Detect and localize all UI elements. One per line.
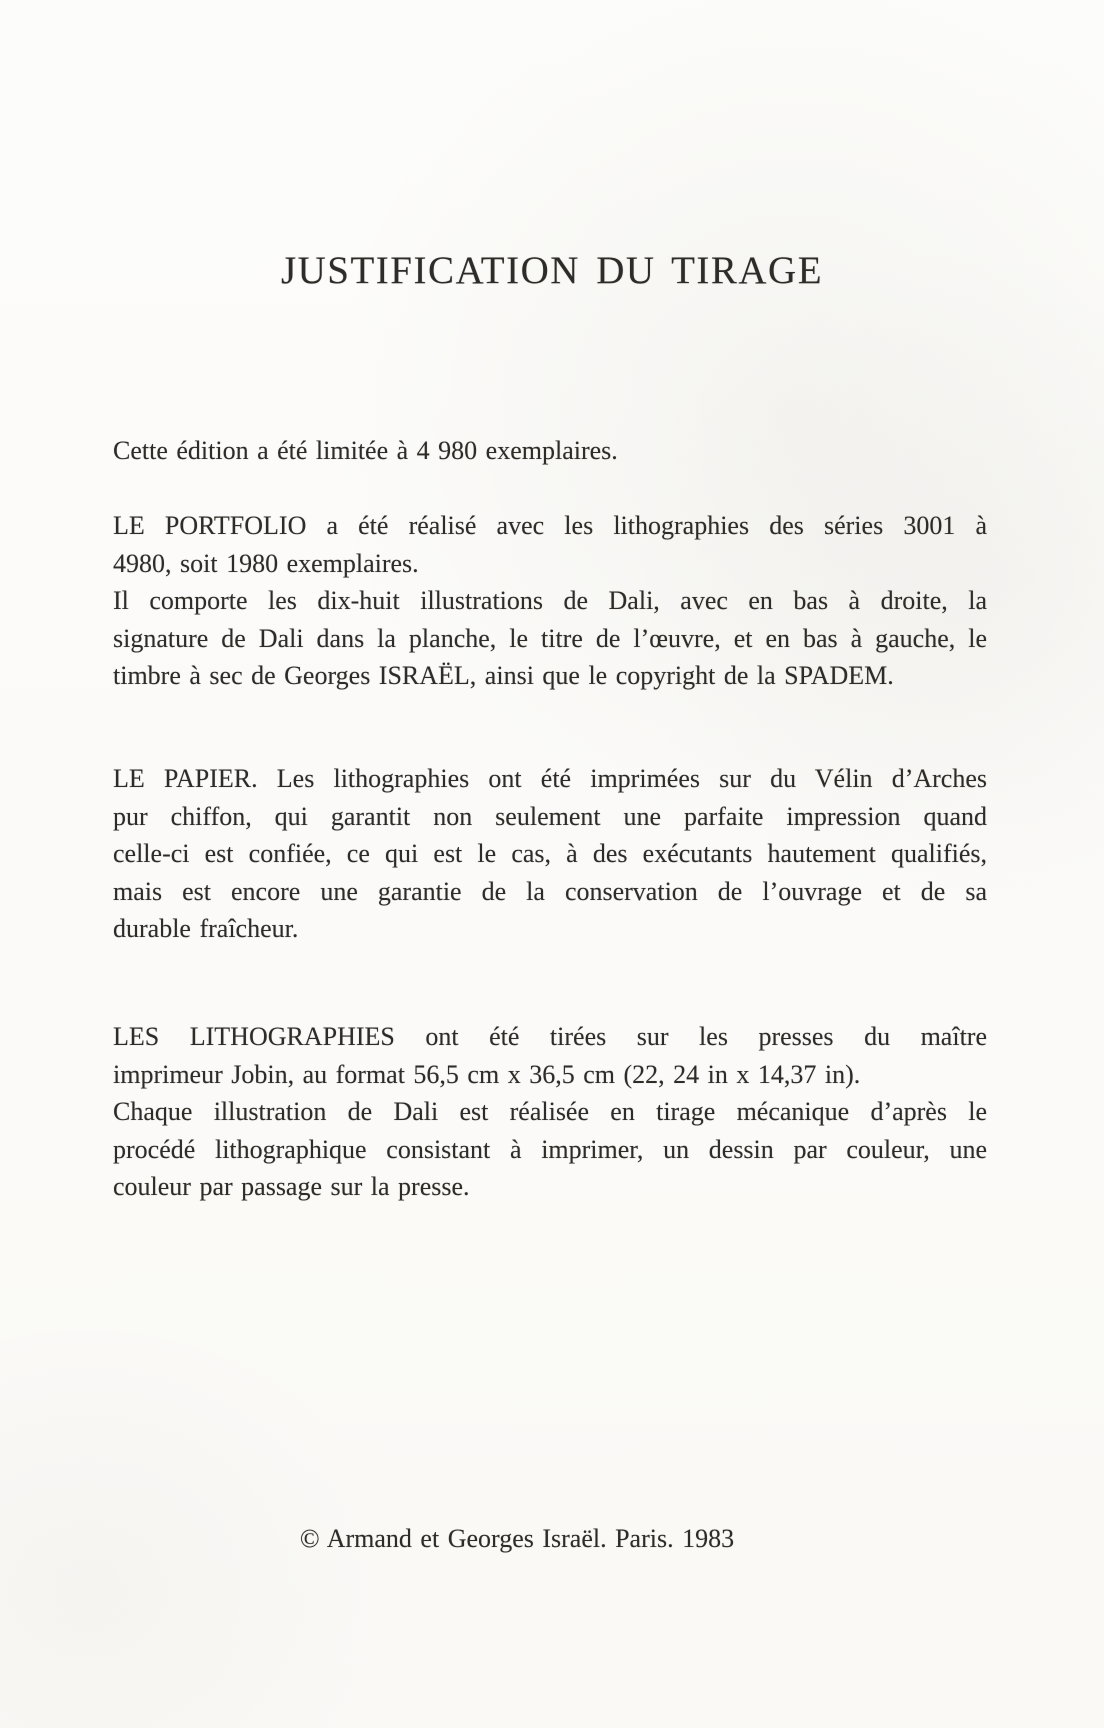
text-line: Il comporte les dix-huit illustrations de Dali, avec en bas à droite, la [113,586,987,615]
text-line: pur chiffon, qui garantit non seulement une parfaite impression quand [113,801,987,831]
text-line: Chaque illustration de Dali est réalisée en tirage mécanique d’après le [113,1097,987,1126]
text-line: procédé lithographique consistant à imprimer, un dessin par couleur, une [113,1134,987,1164]
paragraph-edition [113,432,987,470]
text-line: LE PAPIER. Les lithographies ont été imprimées sur du Vélin d’Arches [113,764,987,793]
paragraph-lithographies [113,1018,987,1206]
text-line: 4980, soit 1980 exemplaires. [113,548,419,578]
text-line: Cette édition a été limitée à 4 980 exemplaires. [113,436,618,465]
paragraph-portfolio [113,507,987,695]
text-line: celle-ci est confiée, ce qui est le cas, à des exécutants hautement qualifiés, [113,839,987,868]
text-line: mais est encore une garantie de la conservation de l’ouvrage et de sa [113,876,987,906]
text-line: LES LITHOGRAPHIES ont été tirées sur les presses du maître [113,1022,987,1051]
text-line: durable fraîcheur. [113,914,299,943]
copyright-line: © Armand et Georges Israël. Paris. 1983 [299,1524,735,1553]
paragraph-paper [113,760,987,948]
text-line: imprimeur Jobin, au format 56,5 cm x 36,5 cm (22, 24 in x 14,37 in). [113,1059,861,1089]
text-line: couleur par passage sur la presse. [113,1172,470,1201]
text-line: LE PORTFOLIO a été réalisé avec les lithographies des séries 3001 à [113,511,987,540]
text-line: timbre à sec de Georges ISRAËL, ainsi que le copyright de la SPADEM. [113,661,894,690]
text-line: signature de Dali dans la planche, le titre de l’œuvre, et en bas à gauche, le [113,623,987,653]
page-title: JUSTIFICATION DU TIRAGE [280,249,824,292]
